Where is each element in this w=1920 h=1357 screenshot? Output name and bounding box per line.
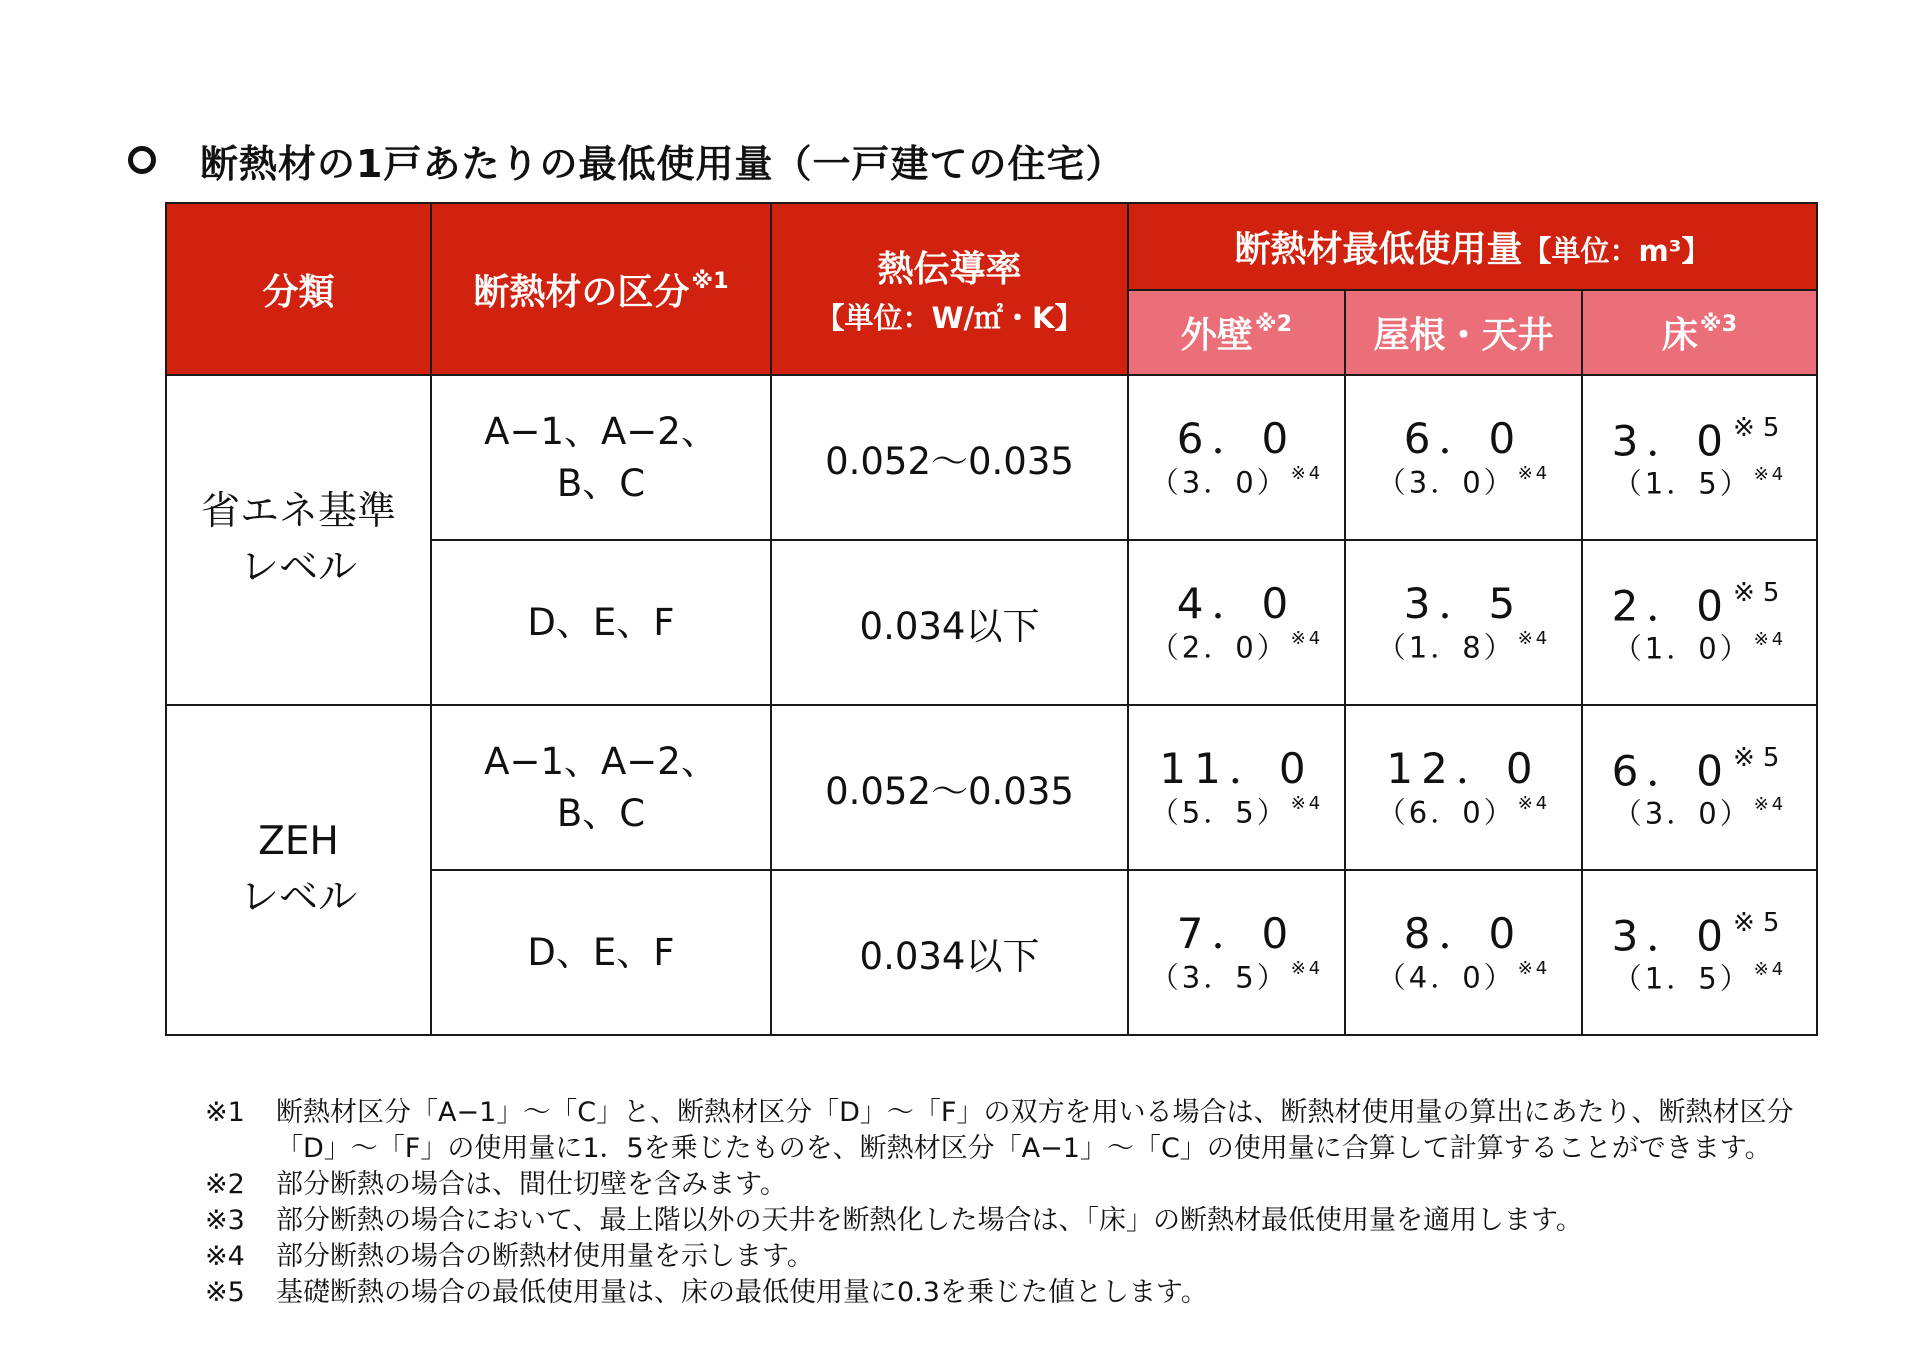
header-min-usage: 断熱材最低使用量【単位：m³】 xyxy=(1128,203,1817,290)
header-insulation-class: 断熱材の区分$^{※1}$ xyxy=(431,203,771,375)
footnote-mark: ※5 xyxy=(205,1277,245,1308)
footnote xyxy=(205,1239,1805,1275)
subheader-floor: 床$^{※3}$ xyxy=(1582,290,1817,375)
floor-cell: 3．0$^{※5}$ （1．5） $^{※4}$ xyxy=(1582,375,1817,540)
footnote xyxy=(205,1167,1805,1203)
category-cell: 省エネ基準 レベル xyxy=(166,375,431,705)
floor-cell: 3．0$^{※5}$ （1．5） $^{※4}$ xyxy=(1582,870,1817,1035)
kind-cell: D、E、F xyxy=(431,540,771,705)
footnote-text: 基礎断熱の場合の最低使用量は、床の最低使用量に0.3を乗じた値とします。 xyxy=(276,1277,1208,1308)
footnote-text: 部分断熱の場合において、最上階以外の天井を断熱化した場合は、「床」の断熱材最低使用量を適用します。 xyxy=(276,1205,1583,1236)
header-row xyxy=(166,203,1817,290)
subheader-roof: 屋根・天井 xyxy=(1345,290,1582,375)
wall-cell: 11．0 （5．5） $^{※4}$ xyxy=(1128,705,1345,870)
conductivity-cell: 0.052～0.035 xyxy=(771,705,1128,870)
kind-cell: A−1、A−2、 B、C xyxy=(431,375,771,540)
header-conductivity-unit: 【単位：W/㎡・K】 xyxy=(815,301,1084,335)
note-ref: ※3 xyxy=(1699,311,1738,338)
footnotes xyxy=(205,1095,1805,1311)
header-category: 分類 xyxy=(166,203,431,375)
page-title-text: 断熱材の1戸あたりの最低使用量（一戸建ての住宅） xyxy=(200,141,1125,186)
header-conductivity: 熱伝導率 【単位：W/㎡・K】 xyxy=(771,203,1128,375)
header-min-usage-unit: 【単位：m³】 xyxy=(1522,234,1711,268)
footnote-text: 断熱材区分「A−1」～「C」と、断熱材区分「D」～「F」の双方を用いる場合は、断熱材使用量の算出にあたり、断熱材区分「D」～「F」の使用量に1．5を乗じたものを、断熱材区分「A−1」～「C」の使用量に合算して計算することができます。 xyxy=(276,1097,1794,1164)
roof-cell: 8．0 （4．0） $^{※4}$ xyxy=(1345,870,1582,1035)
conductivity-cell: 0.034以下 xyxy=(771,540,1128,705)
footnote xyxy=(205,1095,1805,1167)
roof-cell: 12．0 （6．0） $^{※4}$ xyxy=(1345,705,1582,870)
wall-cell: 4．0 （2．0） $^{※4}$ xyxy=(1128,540,1345,705)
floor-cell: 2．0$^{※5}$ （1．0） $^{※4}$ xyxy=(1582,540,1817,705)
footnote-mark: ※2 xyxy=(205,1169,245,1200)
category-cell: ZEH レベル xyxy=(166,705,431,1035)
usage-table xyxy=(165,202,1818,1036)
footnote-text: 部分断熱の場合は、間仕切壁を含みます。 xyxy=(276,1169,787,1200)
note-ref: ※1 xyxy=(691,267,729,294)
page-title xyxy=(128,136,1124,184)
subheader-wall: 外壁$^{※2}$ xyxy=(1128,290,1345,375)
footnote xyxy=(205,1275,1805,1311)
footnote-mark: ※1 xyxy=(205,1097,245,1128)
floor-cell: 6．0$^{※5}$ （3．0） $^{※4}$ xyxy=(1582,705,1817,870)
roof-cell: 6．0 （3．0） $^{※4}$ xyxy=(1345,375,1582,540)
kind-cell: A−1、A−2、 B、C xyxy=(431,705,771,870)
conductivity-cell: 0.052～0.035 xyxy=(771,375,1128,540)
footnote-mark: ※3 xyxy=(205,1205,245,1236)
table-row xyxy=(166,375,1817,540)
conductivity-cell: 0.034以下 xyxy=(771,870,1128,1035)
wall-cell: 6．0 （3．0） $^{※4}$ xyxy=(1128,375,1345,540)
footnote-text: 部分断熱の場合の断熱材使用量を示します。 xyxy=(276,1241,814,1272)
wall-cell: 7．0 （3．5） $^{※4}$ xyxy=(1128,870,1345,1035)
note-ref: ※2 xyxy=(1254,311,1293,338)
table-row xyxy=(166,705,1817,870)
kind-cell: D、E、F xyxy=(431,870,771,1035)
circle-icon xyxy=(128,146,156,174)
roof-cell: 3．5 （1．8） $^{※4}$ xyxy=(1345,540,1582,705)
footnote-mark: ※4 xyxy=(205,1241,245,1272)
footnote xyxy=(205,1203,1805,1239)
